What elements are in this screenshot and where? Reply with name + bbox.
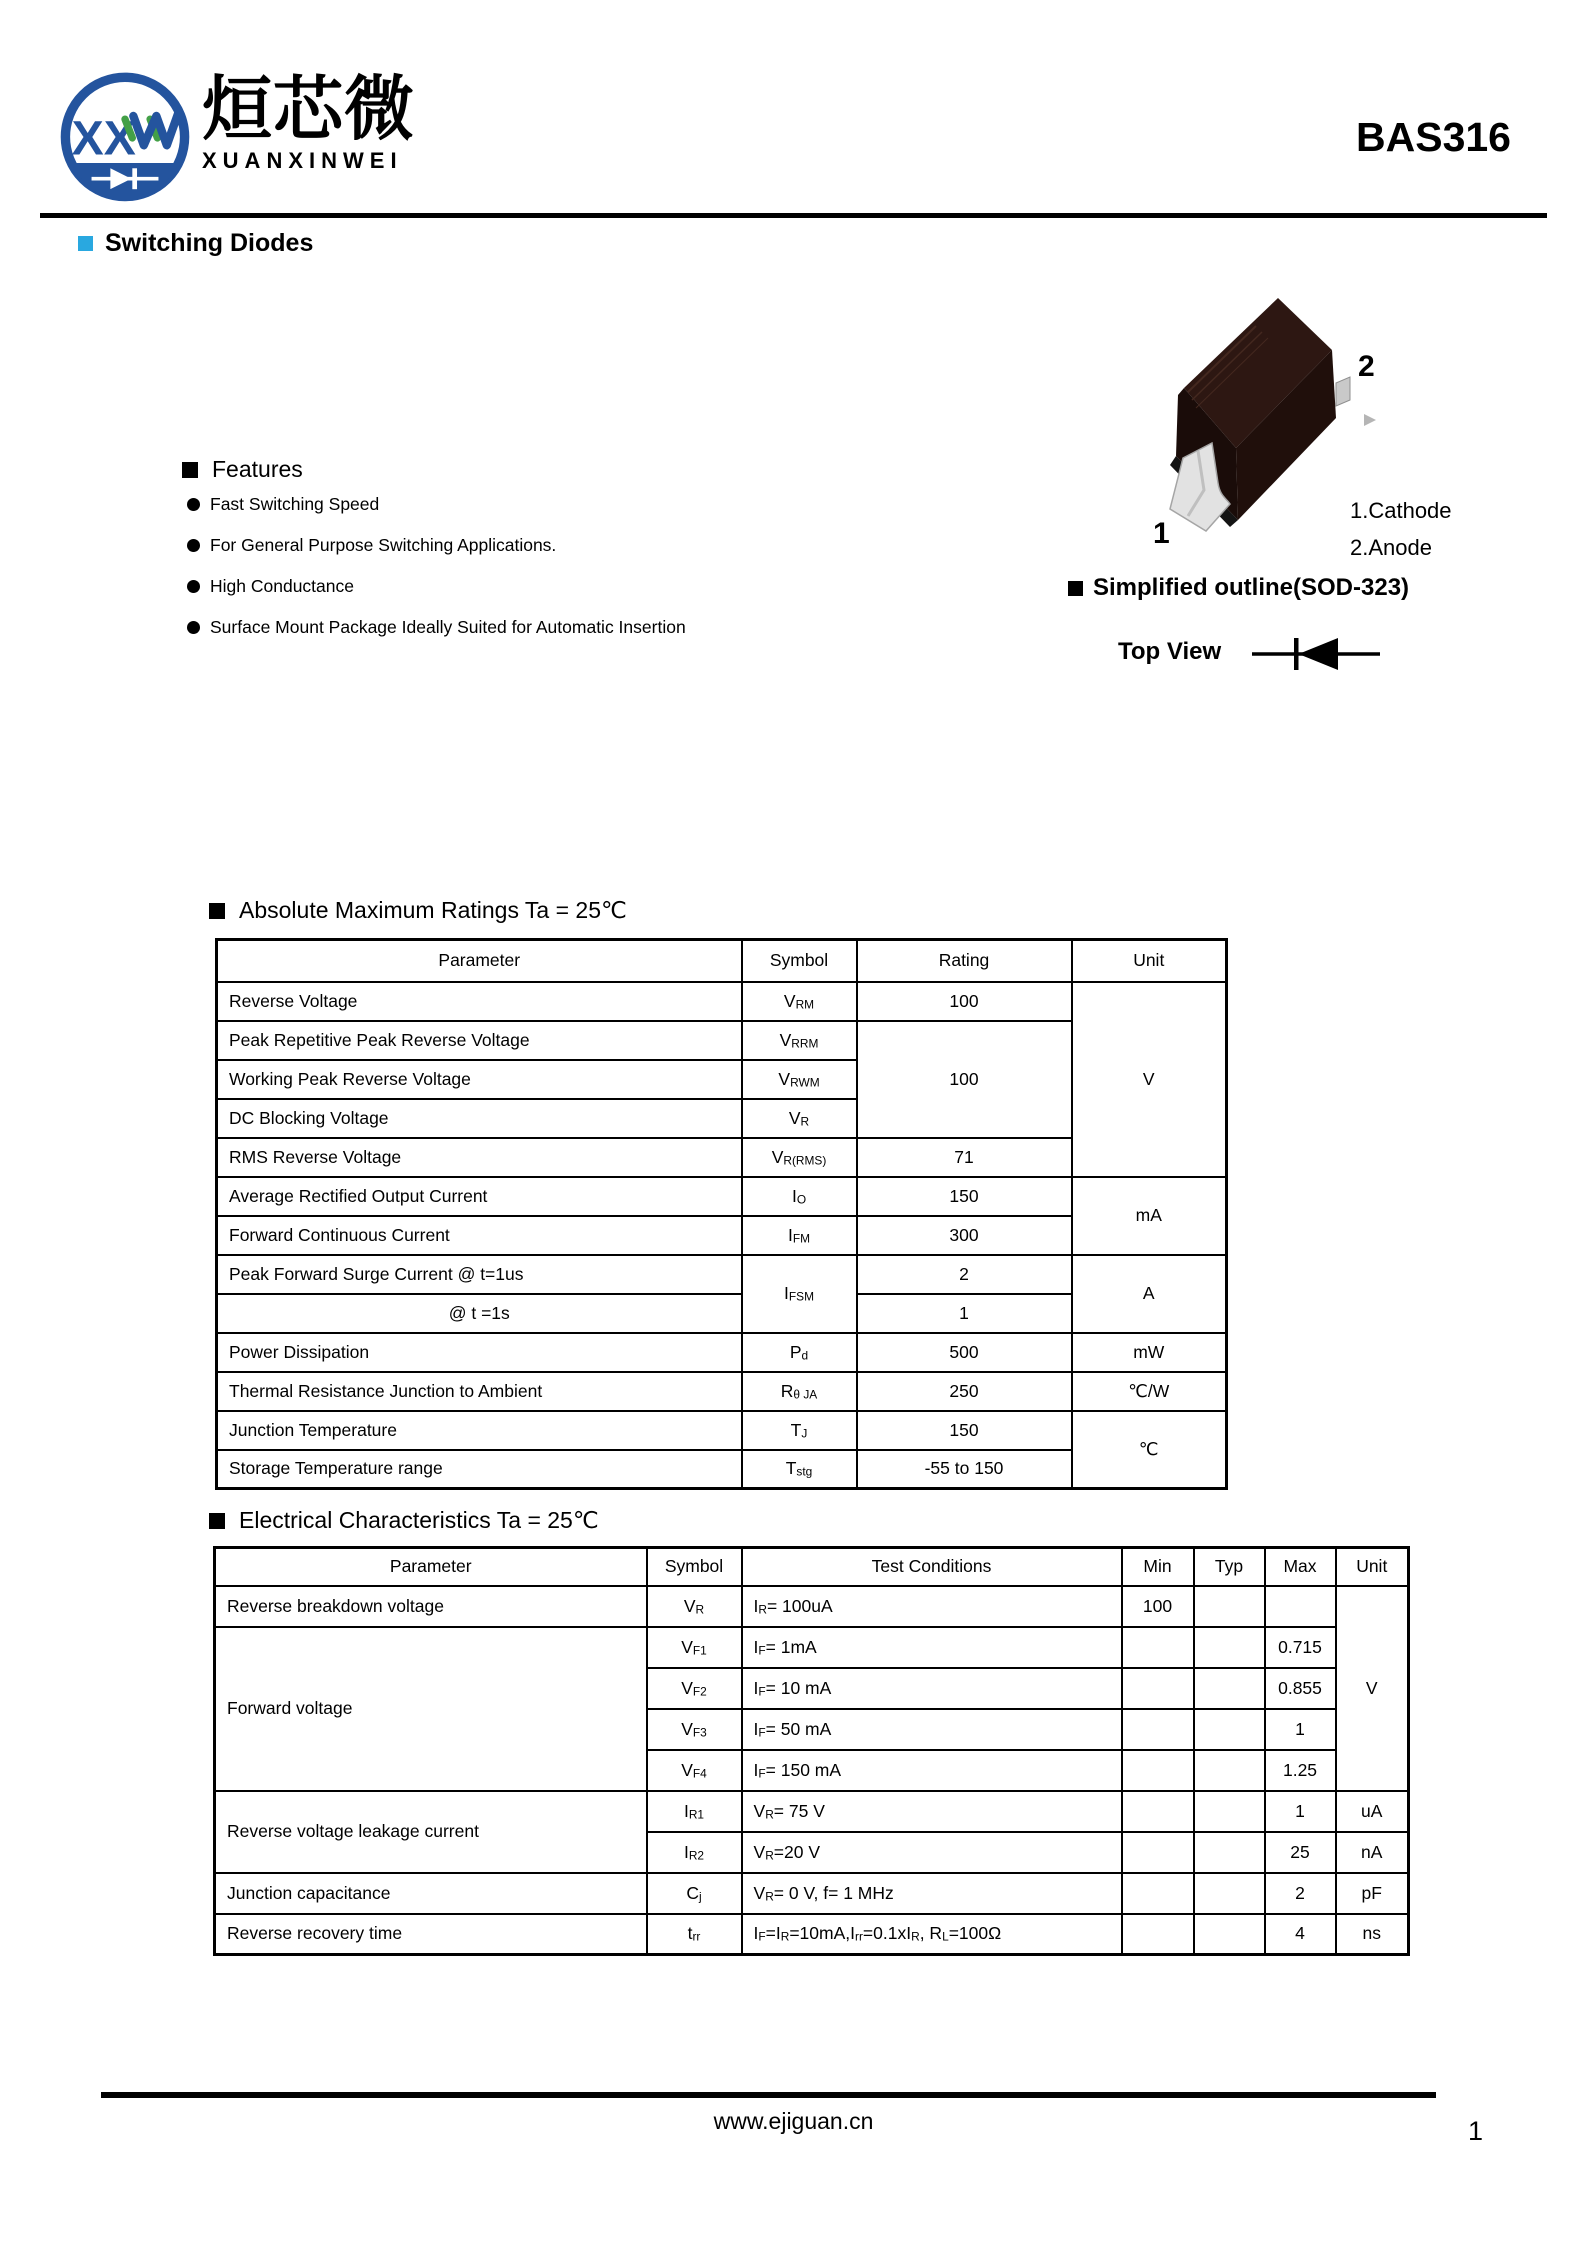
cell-param: Reverse voltage leakage current bbox=[215, 1791, 647, 1873]
col-max: Max bbox=[1265, 1548, 1336, 1586]
table-row bbox=[215, 1586, 1409, 1627]
footer-divider bbox=[101, 2092, 1436, 2098]
col-unit: Unit bbox=[1336, 1548, 1409, 1586]
col-parameter: Parameter bbox=[217, 940, 742, 982]
cell-unit: A bbox=[1072, 1255, 1227, 1333]
cell-typ bbox=[1194, 1914, 1265, 1955]
top-view-label: Top View bbox=[1118, 638, 1222, 665]
pin-legend bbox=[1350, 492, 1452, 566]
cell-unit: ns bbox=[1336, 1914, 1409, 1955]
cell-cond: $I_F= 150$ mA bbox=[742, 1750, 1122, 1791]
table-row bbox=[217, 1411, 1227, 1450]
bullet-icon bbox=[187, 621, 200, 634]
table-row bbox=[217, 1372, 1227, 1411]
col-symbol: Symbol bbox=[647, 1548, 742, 1586]
abs-max-table bbox=[215, 938, 1228, 1490]
cell-unit: ℃ bbox=[1072, 1411, 1227, 1489]
feature-text: Surface Mount Package Ideally Suited for Automatic Insertion bbox=[210, 616, 686, 637]
cell-rating: 100 bbox=[857, 1021, 1072, 1138]
table-row bbox=[217, 982, 1227, 1021]
cell-typ bbox=[1194, 1709, 1265, 1750]
col-unit: Unit bbox=[1072, 940, 1227, 982]
col-test-conditions: Test Conditions bbox=[742, 1548, 1122, 1586]
cell-min bbox=[1122, 1668, 1194, 1709]
cell-param: Junction capacitance bbox=[215, 1873, 647, 1914]
col-parameter: Parameter bbox=[215, 1548, 647, 1586]
cell-typ bbox=[1194, 1832, 1265, 1873]
company-name-chinese: 烜芯微 bbox=[202, 68, 415, 150]
cell-unit: mW bbox=[1072, 1333, 1227, 1372]
features-heading bbox=[182, 456, 303, 483]
section-marker-icon bbox=[209, 903, 225, 919]
feature-text: Fast Switching Speed bbox=[210, 493, 380, 514]
cell-min bbox=[1122, 1750, 1194, 1791]
cell-rating: 100 bbox=[857, 982, 1072, 1021]
logo-icon bbox=[56, 68, 194, 210]
col-min: Min bbox=[1122, 1548, 1194, 1586]
table-row bbox=[215, 1627, 1409, 1668]
diode-symbol-icon bbox=[1252, 636, 1380, 672]
cell-max: 2 bbox=[1265, 1873, 1336, 1914]
table-row bbox=[217, 1177, 1227, 1216]
cell-param: DC Blocking Voltage bbox=[217, 1099, 742, 1138]
company-name-latin: XUANXINWEI bbox=[202, 148, 403, 173]
pin1-label: 1 bbox=[1153, 517, 1170, 550]
bullet-icon bbox=[187, 580, 200, 593]
cell-typ bbox=[1194, 1750, 1265, 1791]
cell-rating: 71 bbox=[857, 1138, 1072, 1177]
cell-max: 1.25 bbox=[1265, 1750, 1336, 1791]
col-rating: Rating bbox=[857, 940, 1072, 982]
blue-square-icon bbox=[78, 236, 93, 251]
cell-rating: 2 bbox=[857, 1255, 1072, 1294]
features-title: Features bbox=[212, 456, 303, 482]
cell-param: Storage Temperature range bbox=[217, 1450, 742, 1489]
cell-max: 25 bbox=[1265, 1832, 1336, 1873]
cell-cond: $I_F= 50$ mA bbox=[742, 1709, 1122, 1750]
cell-param: Working Peak Reverse Voltage bbox=[217, 1060, 742, 1099]
document-subtitle bbox=[78, 229, 313, 258]
cell-symbol: $V_{RWM}$ bbox=[742, 1060, 857, 1099]
cell-symbol: $I_{R1}$ bbox=[647, 1791, 742, 1832]
cell-param: Reverse recovery time bbox=[215, 1914, 647, 1955]
cell-min bbox=[1122, 1627, 1194, 1668]
cell-param: Peak Forward Surge Current @ t=1us bbox=[217, 1255, 742, 1294]
logo-text bbox=[202, 68, 415, 174]
cell-typ bbox=[1194, 1668, 1265, 1709]
cell-symbol: $I_O$ bbox=[742, 1177, 857, 1216]
cell-cond: $I_F= 1mA$ bbox=[742, 1627, 1122, 1668]
cell-min bbox=[1122, 1709, 1194, 1750]
cell-unit: pF bbox=[1336, 1873, 1409, 1914]
cell-symbol: $I_{FM}$ bbox=[742, 1216, 857, 1255]
cell-symbol: $C_j$ bbox=[647, 1873, 742, 1914]
cell-cond: $V_R= 75$ V bbox=[742, 1791, 1122, 1832]
cell-param: RMS Reverse Voltage bbox=[217, 1138, 742, 1177]
cell-min bbox=[1122, 1832, 1194, 1873]
feature-text: For General Purpose Switching Applications. bbox=[210, 534, 557, 555]
table-header-row bbox=[217, 940, 1227, 982]
list-item bbox=[187, 493, 686, 515]
electrical-heading bbox=[209, 1507, 599, 1534]
cell-param: Average Rectified Output Current bbox=[217, 1177, 742, 1216]
pin-legend-cathode: 1.Cathode bbox=[1350, 498, 1452, 523]
cell-unit: nA bbox=[1336, 1832, 1409, 1873]
cell-symbol: $T_{stg}$ bbox=[742, 1450, 857, 1489]
cell-cond: $V_R= 0$ V, f= 1 MHz bbox=[742, 1873, 1122, 1914]
col-typ: Typ bbox=[1194, 1548, 1265, 1586]
subtitle-label: Switching Diodes bbox=[105, 229, 314, 257]
section-marker-icon bbox=[1068, 581, 1083, 596]
cell-max bbox=[1265, 1586, 1336, 1627]
cell-max: 0.715 bbox=[1265, 1627, 1336, 1668]
cell-max: 1 bbox=[1265, 1791, 1336, 1832]
features-list bbox=[187, 493, 686, 657]
outline-heading bbox=[1068, 574, 1409, 602]
list-item bbox=[187, 616, 686, 638]
section-marker-icon bbox=[182, 462, 198, 478]
col-symbol: Symbol bbox=[742, 940, 857, 982]
cell-rating: 150 bbox=[857, 1411, 1072, 1450]
cell-symbol: $V_{F1}$ bbox=[647, 1627, 742, 1668]
cell-symbol: $P_d$ bbox=[742, 1333, 857, 1372]
cell-param: Power Dissipation bbox=[217, 1333, 742, 1372]
cell-param: Forward voltage bbox=[215, 1627, 647, 1791]
cell-symbol: $V_{RRM}$ bbox=[742, 1021, 857, 1060]
cell-param: Peak Repetitive Peak Reverse Voltage bbox=[217, 1021, 742, 1060]
cell-symbol: $V_{F3}$ bbox=[647, 1709, 742, 1750]
company-logo bbox=[56, 68, 415, 210]
cell-param: Reverse breakdown voltage bbox=[215, 1586, 647, 1627]
table-row bbox=[217, 1333, 1227, 1372]
cell-symbol: $t_{rr}$ bbox=[647, 1914, 742, 1955]
cell-param: Thermal Resistance Junction to Ambient bbox=[217, 1372, 742, 1411]
cell-symbol: $V_{RM}$ bbox=[742, 982, 857, 1021]
cell-unit: mA bbox=[1072, 1177, 1227, 1255]
cell-typ bbox=[1194, 1791, 1265, 1832]
abs-max-title: Absolute Maximum Ratings Ta = 25℃ bbox=[239, 897, 627, 923]
electrical-table bbox=[213, 1546, 1410, 1956]
cell-min: 100 bbox=[1122, 1586, 1194, 1627]
cell-min bbox=[1122, 1791, 1194, 1832]
feature-text: High Conductance bbox=[210, 575, 354, 596]
cell-symbol: $V_{R(RMS)}$ bbox=[742, 1138, 857, 1177]
list-item bbox=[187, 534, 686, 556]
cell-param: Forward Continuous Current bbox=[217, 1216, 742, 1255]
cell-unit: uA bbox=[1336, 1791, 1409, 1832]
cell-typ bbox=[1194, 1586, 1265, 1627]
cell-unit: ℃/W bbox=[1072, 1372, 1227, 1411]
abs-max-heading bbox=[209, 897, 627, 924]
cell-symbol: $I_{FSM}$ bbox=[742, 1255, 857, 1333]
cell-symbol: $R_{\theta JA}$ bbox=[742, 1372, 857, 1411]
electrical-title: Electrical Characteristics Ta = 25℃ bbox=[239, 1507, 599, 1533]
cell-rating: 1 bbox=[857, 1294, 1072, 1333]
cell-cond: $I_R= 100uA$ bbox=[742, 1586, 1122, 1627]
cell-typ bbox=[1194, 1627, 1265, 1668]
cell-param: Junction Temperature bbox=[217, 1411, 742, 1450]
cell-cond: $I_F= 10$ mA bbox=[742, 1668, 1122, 1709]
cell-symbol: $V_{F2}$ bbox=[647, 1668, 742, 1709]
pin2-label: 2 bbox=[1358, 350, 1375, 383]
cell-unit: V bbox=[1336, 1586, 1409, 1791]
cell-symbol: $T_J$ bbox=[742, 1411, 857, 1450]
cell-symbol: $V_R$ bbox=[647, 1586, 742, 1627]
cell-typ bbox=[1194, 1873, 1265, 1914]
bullet-icon bbox=[187, 539, 200, 552]
cell-symbol: $V_{F4}$ bbox=[647, 1750, 742, 1791]
cell-min bbox=[1122, 1914, 1194, 1955]
list-item bbox=[187, 575, 686, 597]
header-divider bbox=[40, 213, 1547, 218]
cell-rating: -55 to 150 bbox=[857, 1450, 1072, 1489]
cell-max: 4 bbox=[1265, 1914, 1336, 1955]
cell-cond: $I_F=I_R=10mA,I_{rr}=0.1xI_R$, $R_L=100\Omega$ bbox=[742, 1914, 1122, 1955]
outline-title: Simplified outline(SOD-323) bbox=[1093, 574, 1410, 601]
pin-legend-anode: 2.Anode bbox=[1350, 535, 1432, 560]
cell-rating: 150 bbox=[857, 1177, 1072, 1216]
logo-monogram: XX bbox=[71, 111, 136, 166]
cell-max: 0.855 bbox=[1265, 1668, 1336, 1709]
cell-unit: V bbox=[1072, 982, 1227, 1177]
table-row bbox=[217, 1255, 1227, 1294]
cell-min bbox=[1122, 1873, 1194, 1914]
cell-rating: 300 bbox=[857, 1216, 1072, 1255]
page-number: 1 bbox=[1468, 2116, 1484, 2146]
section-marker-icon bbox=[209, 1513, 225, 1529]
part-number: BAS316 bbox=[1356, 114, 1511, 160]
cell-rating: 250 bbox=[857, 1372, 1072, 1411]
table-header-row bbox=[215, 1548, 1409, 1586]
cell-symbol: $I_{R2}$ bbox=[647, 1832, 742, 1873]
website-url: www.ejiguan.cn bbox=[713, 2108, 874, 2134]
table-row bbox=[215, 1791, 1409, 1832]
cell-symbol: $V_R$ bbox=[742, 1099, 857, 1138]
table-row bbox=[215, 1914, 1409, 1955]
bullet-icon bbox=[187, 498, 200, 511]
table-row bbox=[215, 1873, 1409, 1914]
cell-rating: 500 bbox=[857, 1333, 1072, 1372]
cell-max: 1 bbox=[1265, 1709, 1336, 1750]
cell-cond: $V_R=20$ V bbox=[742, 1832, 1122, 1873]
cell-param: Reverse Voltage bbox=[217, 982, 742, 1021]
cell-param: @ t =1s bbox=[217, 1294, 742, 1333]
